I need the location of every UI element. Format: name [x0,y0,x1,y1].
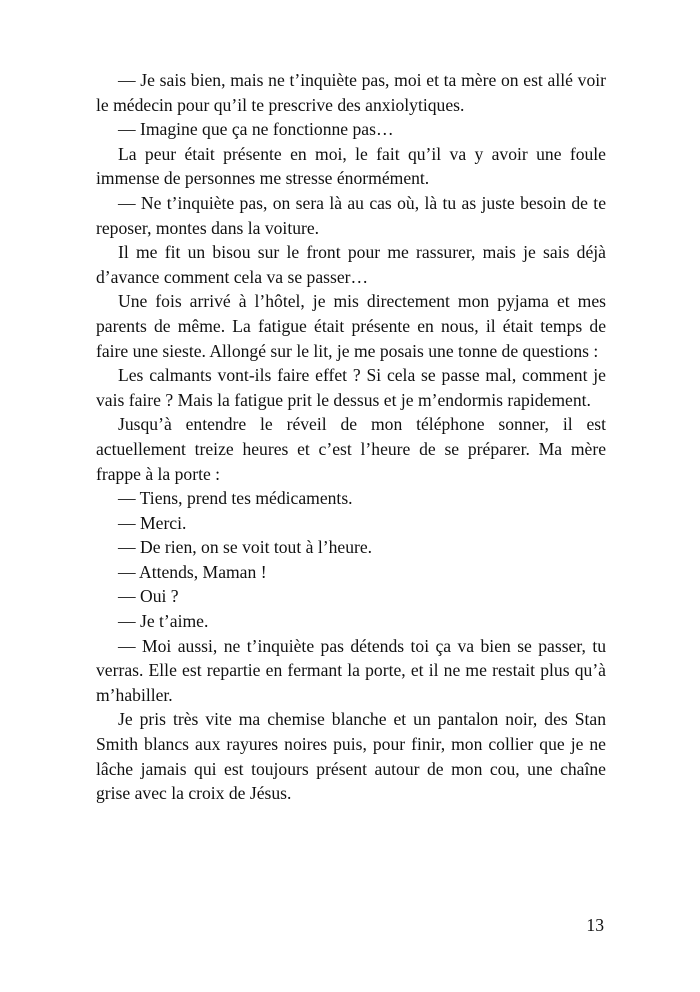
paragraph: — Ne t’inquiète pas, on sera là au cas où, là tu as juste besoin de te reposer, montes dans la voiture. [96,192,606,238]
paragraph: — De rien, on se voit tout à l’heure. [118,537,373,558]
paragraph: — Merci. [118,512,187,533]
paragraph: — Attends, Maman ! [118,561,267,582]
paragraph: — Oui ? [118,586,179,607]
page-number: 13 [586,915,604,935]
paragraph: — Je sais bien, mais ne t’inquiète pas, moi et ta mère on est allé voir le médecin pour qu’il te prescrive des anxiolytiques. [96,70,606,115]
paragraph: Jusqu’à entendre le réveil de mon téléphone sonner, il est actuellement treize heures et c’est l’heure de se préparer. Ma mère frappe à la porte : [96,414,606,484]
paragraph: — Tiens, prend tes médicaments. [118,488,353,509]
paragraph: Il me fit un bisou sur le front pour me rassurer, mais je sais déjà d’avance comment cela va se passer… [96,242,606,287]
page-body [96,68,606,806]
paragraph: La peur était présente en moi, le fait qu’il va y avoir une foule immense de personnes me stresse énormément. [96,143,606,189]
paragraph: Les calmants vont-ils faire effet ? Si cela se passe mal, comment je vais faire ? Mais la fatigue prit le dessus et je m’endormis rapidement. [96,365,606,410]
paragraph: — Imagine que ça ne fonctionne pas… [118,119,394,140]
paragraph: — Moi aussi, ne t’inquiète pas détends toi ça va bien se passer, tu verras. Elle est repartie en fermant la porte, et il ne me restait plus qu’à m’habiller. [96,635,606,705]
paragraph: Je pris très vite ma chemise blanche et un pantalon noir, des Stan Smith blancs aux rayures noires puis, pour finir, mon collier que je ne lâche jamais qui est toujours présent autour de mon cou, une chaîne grise avec la croix de Jésus. [96,709,606,804]
paragraph: Une fois arrivé à l’hôtel, je mis directement mon pyjama et mes parents de même. La fatigue était présente en nous, il était temps de faire une sieste. Allongé sur le lit, je me posais une tonne de questions : [96,291,606,361]
paragraph: — Je t’aime. [118,611,209,632]
